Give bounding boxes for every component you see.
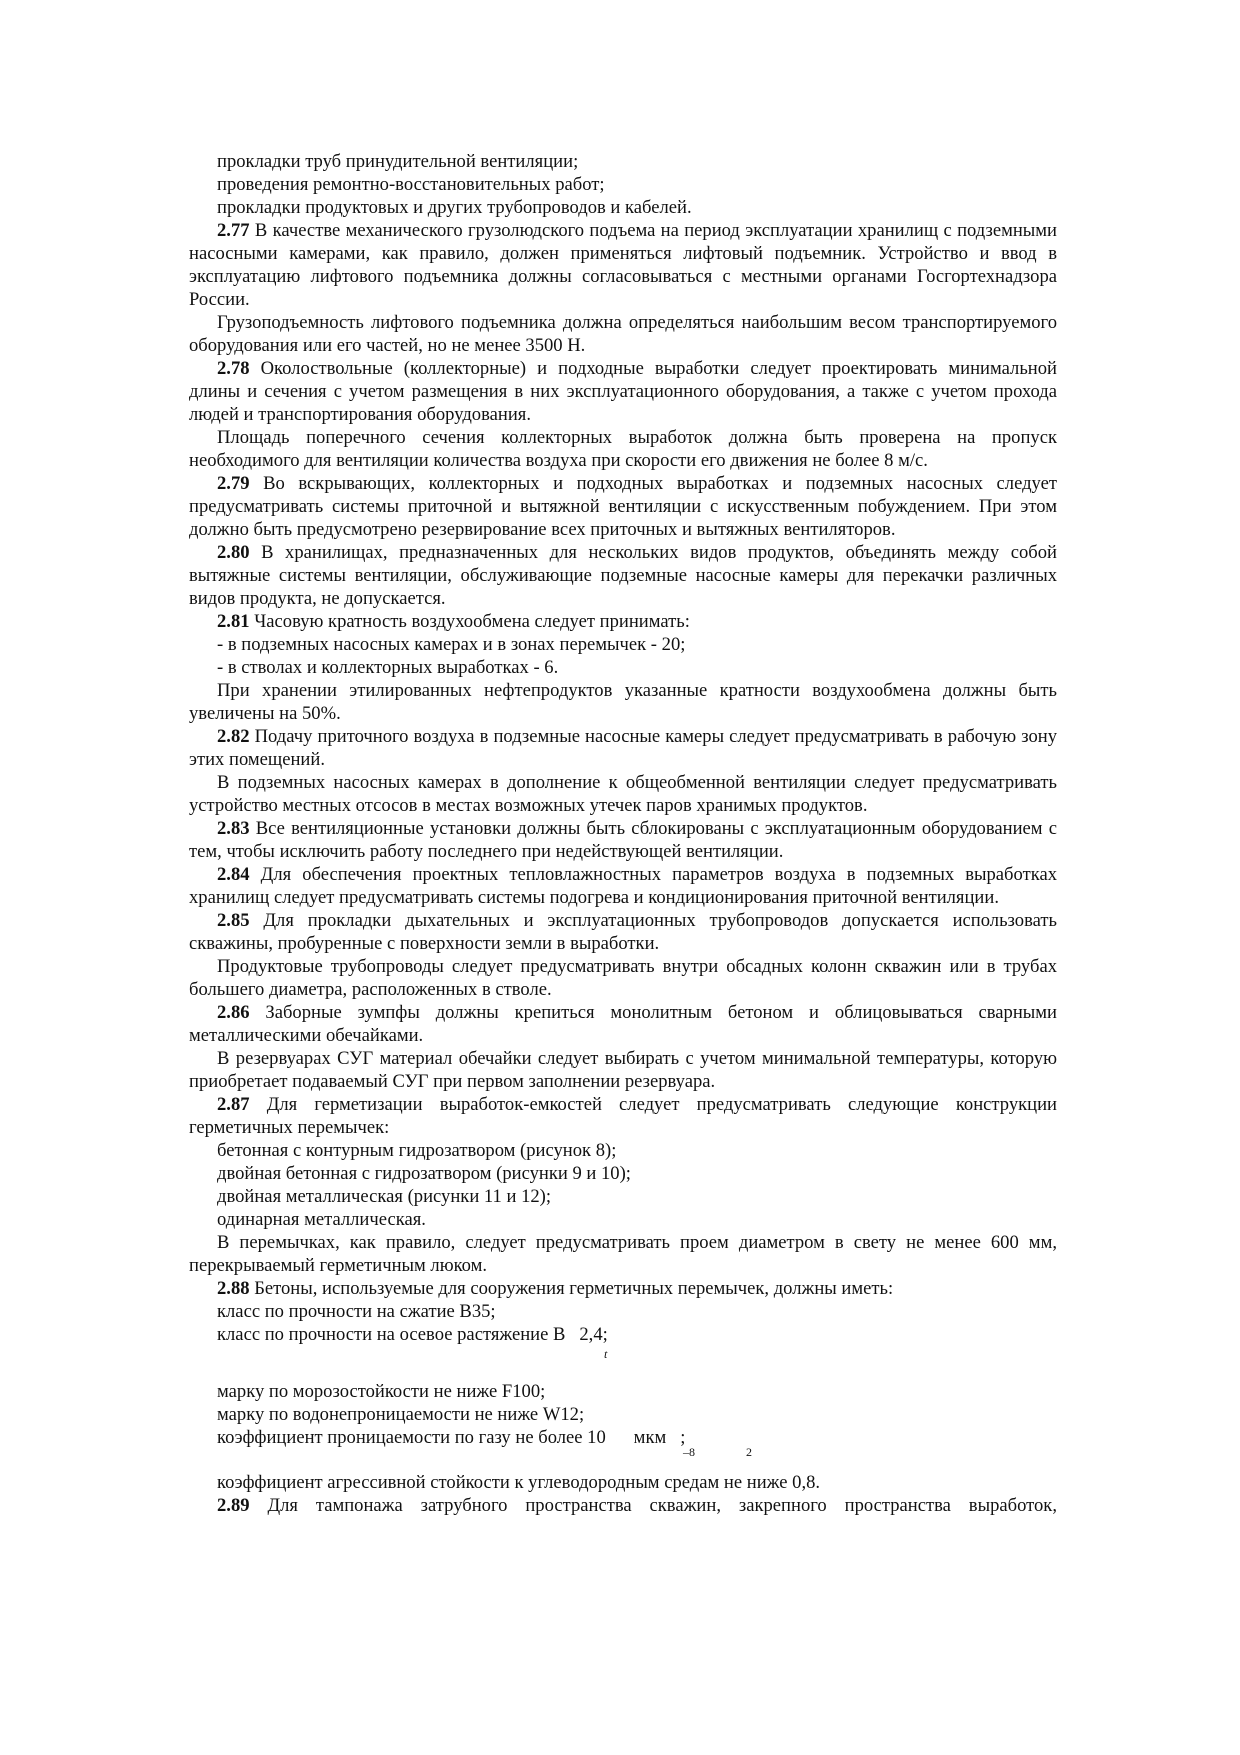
list-item: класс по прочности на сжатие В35; (217, 1301, 496, 1322)
clause-text: В хранилищах, предназначенных для нескольких видов продуктов, объединять между собой вытяжные системы вентиляции, обслуживающие подземные насосные камеры для перекачки различных видов продукта, не допускается. (189, 542, 1057, 609)
clause-number: 2.86 (217, 1002, 250, 1023)
list-item: одинарная металлическая. (217, 1209, 426, 1230)
clause-text: Околоствольные (коллекторные) и подходные выработки следует проектировать минимальной длины и сечения с учетом размещения в них эксплуатационного оборудования, а также с учетом прохода людей и транспортирования оборудования. (189, 358, 1057, 425)
clause-2-88 (189, 1277, 1057, 1300)
clause-text: Подачу приточного воздуха в подземные насосные камеры следует предусматривать в рабочую зону этих помещений. (189, 726, 1057, 770)
clause-number: 2.84 (217, 864, 250, 885)
clause-text: Для прокладки дыхательных и эксплуатационных трубопроводов допускается использовать скважины, пробуренные с поверхности земли в выработки. (189, 910, 1057, 954)
list-item: коэффициент агрессивной стойкости к углеводородным средам не ниже 0,8. (217, 1472, 821, 1493)
clause-2-86 (189, 1001, 1057, 1047)
paragraph: Грузоподъемность лифтового подъемника должна определяться наибольшим весом транспортируемого оборудования или его частей, но не менее 3500 Н. (189, 312, 1057, 356)
clause-text: Часовую кратность воздухообмена следует принимать: (249, 611, 690, 632)
permeability-unit: мкм (605, 1427, 667, 1448)
clause-number: 2.89 (217, 1495, 250, 1516)
clause-2-78 (189, 357, 1057, 426)
clause-number: 2.85 (217, 910, 250, 931)
clause-number: 2.77 (217, 220, 250, 241)
paragraph: Площадь поперечного сечения коллекторных выработок должна быть проверена на пропуск необходимого для вентиляции количества воздуха при скорости его движения не более 8 м/с. (189, 427, 1057, 471)
list-item: марку по морозостойкости не ниже F100; (217, 1381, 546, 1402)
clause-2-89 (189, 1494, 1057, 1517)
list-item: - в стволах и коллекторных выработках - 6. (217, 657, 559, 678)
paragraph: В перемычках, как правило, следует предусматривать проем диаметром в свету не менее 600 мм, перекрываемый герметичным люком. (189, 1232, 1057, 1276)
clause-number: 2.82 (217, 726, 250, 747)
permeability-end: ; (666, 1427, 686, 1448)
clause-number: 2.79 (217, 473, 250, 494)
list-item: прокладки труб принудительной вентиляции; (217, 151, 579, 172)
subscript-row (189, 1346, 1057, 1380)
clause-text: Заборные зумпфы должны крепиться монолитным бетоном и облицовываться сварными металлическими обечайками. (189, 1002, 1057, 1046)
document-page (189, 150, 1057, 1517)
clause-text: Во вскрывающих, коллекторных и подходных выработках и подземных насосных следует предусматривать системы приточной и вытяжной вентиляции с искусственным побуждением. При этом должно быть предусмотрено резервирование всех приточных и вытяжных вентиляторов. (189, 473, 1057, 540)
list-item: двойная металлическая (рисунки 11 и 12); (217, 1186, 552, 1207)
clause-2-80 (189, 541, 1057, 610)
subscript-t: t (604, 1347, 608, 1361)
list-item: двойная бетонная с гидрозатвором (рисунки 9 и 10); (217, 1163, 631, 1184)
list-item: - в подземных насосных камерах и в зонах перемычек - 20; (217, 634, 686, 655)
clause-text: Для герметизации выработок-емкостей следует предусматривать следующие конструкции герметичных перемычек: (189, 1094, 1057, 1138)
paragraph: В подземных насосных камерах в дополнение к общеобменной вентиляции следует предусматривать устройство местных отсосов в местах возможных утечек паров хранимых продуктов. (189, 772, 1057, 816)
clause-number: 2.87 (217, 1094, 250, 1115)
list-item: класс по прочности на осевое растяжение B 2,4; (217, 1324, 608, 1345)
clause-text: В качестве механического грузолюдского подъема на период эксплуатации хранилищ с подземными насосными камерами, как правило, должен применяться лифтовый подъемник. Устройство и ввод в эксплуатацию лифтового подъемника должны согласовываться с местными органами Госгортехнадзора России. (189, 220, 1057, 310)
clause-2-77 (189, 219, 1057, 311)
clause-number: 2.78 (217, 358, 250, 379)
list-item: бетонная с контурным гидрозатвором (рисунок 8); (217, 1140, 617, 1161)
list-item: прокладки продуктовых и других трубопроводов и кабелей. (217, 197, 692, 218)
exponent-minus-8: –8 (683, 1445, 695, 1459)
clause-2-84 (189, 863, 1057, 909)
paragraph: Продуктовые трубопроводы следует предусматривать внутри обсадных колонн скважин или в трубах большего диаметра, расположенных в стволе. (189, 956, 1057, 1000)
permeability-text: коэффициент проницаемости по газу не более 10 (217, 1427, 606, 1448)
list-item (189, 1426, 1057, 1459)
paragraph: При хранении этилированных нефтепродуктов указанные кратности воздухообмена должны быть увеличены на 50%. (189, 680, 1057, 724)
clause-number: 2.88 (217, 1278, 250, 1299)
clause-2-85 (189, 909, 1057, 955)
clause-2-79 (189, 472, 1057, 541)
clause-text: Бетоны, используемые для сооружения герметичных перемычек, должны иметь: (249, 1278, 894, 1299)
clause-text: Все вентиляционные установки должны быть сблокированы с эксплуатационным оборудованием с тем, чтобы исключить работу последнего при недействующей вентиляции. (189, 818, 1057, 862)
clause-number: 2.81 (217, 611, 250, 632)
exponent-2: 2 (746, 1445, 752, 1459)
clause-2-82 (189, 725, 1057, 771)
clause-2-81 (189, 610, 1057, 633)
clause-2-87 (189, 1093, 1057, 1139)
list-item: марку по водонепроницаемости не ниже W12; (217, 1404, 585, 1425)
clause-number: 2.83 (217, 818, 250, 839)
clause-text: Для обеспечения проектных тепловлажностных параметров воздуха в подземных выработках хранилищ следует предусматривать системы подогрева и кондиционирования приточной вентиляции. (189, 864, 1057, 908)
spacer (189, 1449, 1057, 1471)
clause-number: 2.80 (217, 542, 250, 563)
paragraph: В резервуарах СУГ материал обечайки следует выбирать с учетом минимальной температуры, которую приобретает подаваемый СУГ при первом заполнении резервуара. (189, 1048, 1057, 1092)
clause-2-83 (189, 817, 1057, 863)
clause-text: Для тампонажа затрубного пространства скважин, закрепного пространства выработок, (249, 1495, 1057, 1516)
list-item: проведения ремонтно-восстановительных работ; (217, 174, 605, 195)
